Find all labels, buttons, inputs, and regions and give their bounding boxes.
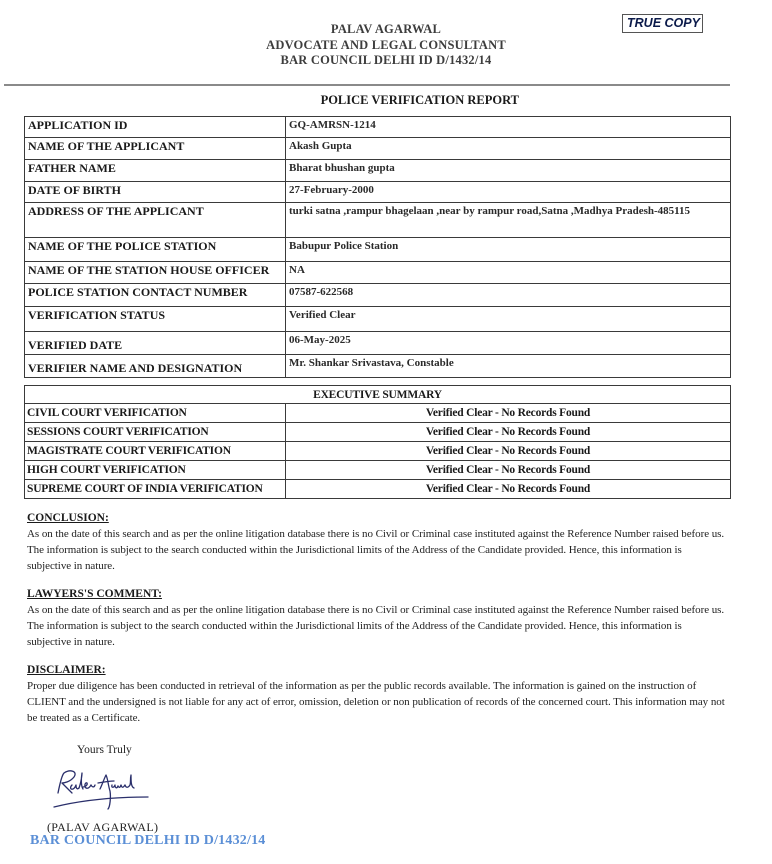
- table-row: [25, 182, 731, 203]
- detail-label: DATE OF BIRTH: [25, 182, 286, 203]
- advocate-designation: ADVOCATE AND LEGAL CONSULTANT: [266, 37, 506, 52]
- detail-label: VERIFIED DATE: [25, 332, 286, 355]
- detail-label: FATHER NAME: [25, 160, 286, 182]
- lawyers-comment-text: As on the date of this search and as per the online litigation database there is no Civil or Criminal case instituted against the Reference Number raised before us. The information is subject to the search conducted within the Jurisdictional limits of the Address of the Candidate provided. Hence, this information is subjective in nature.: [27, 604, 725, 648]
- table-row: [25, 262, 731, 284]
- detail-label: VERIFICATION STATUS: [25, 307, 286, 332]
- disclaimer-text: Proper due diligence has been conducted in retrieval of the information as per the public records available. The information is gained on the instruction of CLIENT and the undersigned is not liable for any act of error, omission, deletion or non publication of records of the concerned court. This information may not be treated as a Certificate.: [27, 680, 725, 724]
- detail-label: ADDRESS OF THE APPLICANT: [25, 203, 286, 238]
- table-row: [25, 461, 731, 480]
- table-row: [25, 117, 731, 138]
- advocate-bar-id: BAR COUNCIL DELHI ID D/1432/14: [280, 53, 492, 67]
- table-row: [25, 203, 731, 238]
- detail-label: NAME OF THE STATION HOUSE OFFICER: [25, 262, 286, 284]
- detail-value: 06-May-2025: [286, 332, 731, 355]
- table-row: [25, 442, 731, 461]
- signatory-name: (PALAV AGARWAL): [47, 820, 159, 834]
- disclaimer-section: [27, 663, 727, 726]
- table-row: [25, 332, 731, 355]
- detail-value: 07587-622568: [286, 284, 731, 307]
- lawyers-comment-section: [27, 587, 727, 650]
- conclusion-heading: CONCLUSION:: [27, 512, 109, 524]
- court-status: Verified Clear - No Records Found: [286, 461, 731, 480]
- detail-value: turki satna ,rampur bhagelaan ,near by rampur road,Satna ,Madhya Pradesh-485115: [286, 203, 731, 238]
- court-status: Verified Clear - No Records Found: [286, 404, 731, 423]
- table-row: [25, 284, 731, 307]
- executive-summary-table: [24, 385, 731, 499]
- conclusion-section: [27, 511, 727, 574]
- signature-icon: [48, 763, 158, 819]
- detail-value: Babupur Police Station: [286, 238, 731, 262]
- disclaimer-heading: DISCLAIMER:: [27, 664, 106, 676]
- court-status: Verified Clear - No Records Found: [286, 423, 731, 442]
- court-label: MAGISTRATE COURT VERIFICATION: [25, 442, 286, 461]
- detail-value: NA: [286, 262, 731, 284]
- detail-value: GQ-AMRSN-1214: [286, 117, 731, 138]
- court-label: SESSIONS COURT VERIFICATION: [25, 423, 286, 442]
- court-label: HIGH COURT VERIFICATION: [25, 461, 286, 480]
- true-copy-stamp: TRUE COPY: [622, 14, 703, 33]
- table-row: [25, 480, 731, 499]
- conclusion-text: As on the date of this search and as per the online litigation database there is no Civil or Criminal case instituted against the Reference Number raised before us. The information is subject to the search conducted within the Jurisdictional limits of the Address of the Candidate provided. Hence, this information is subjective in nature.: [27, 528, 725, 572]
- report-title: [0, 93, 692, 108]
- detail-value: Mr. Shankar Srivastava, Constable: [286, 355, 731, 378]
- detail-label: NAME OF THE POLICE STATION: [25, 238, 286, 262]
- closing-salutation: Yours Truly: [77, 744, 132, 756]
- court-label: CIVIL COURT VERIFICATION: [25, 404, 286, 423]
- table-row: [25, 138, 731, 160]
- executive-summary-title: EXECUTIVE SUMMARY: [25, 386, 731, 404]
- detail-value: Akash Gupta: [286, 138, 731, 160]
- applicant-details-table: [24, 116, 731, 378]
- detail-value: Bharat bhushan gupta: [286, 160, 731, 182]
- header-divider: [4, 84, 730, 86]
- detail-label: NAME OF THE APPLICANT: [25, 138, 286, 160]
- lawyers-comment-heading: LAWYERS'S COMMENT:: [27, 588, 162, 600]
- table-row: [25, 307, 731, 332]
- court-status: Verified Clear - No Records Found: [286, 480, 731, 499]
- table-row: [25, 404, 731, 423]
- detail-value: Verified Clear: [286, 307, 731, 332]
- detail-label: VERIFIER NAME AND DESIGNATION: [25, 355, 286, 378]
- advocate-name: PALAV AGARWAL: [330, 22, 442, 36]
- signatory-bar-id: BAR COUNCIL DELHI ID D/1432/14: [30, 833, 266, 848]
- table-row: [25, 238, 731, 262]
- table-row: [25, 160, 731, 182]
- table-row: [25, 423, 731, 442]
- detail-label: POLICE STATION CONTACT NUMBER: [25, 284, 286, 307]
- detail-value: 27-February-2000: [286, 182, 731, 203]
- court-label: SUPREME COURT OF INDIA VERIFICATION: [25, 480, 286, 499]
- table-row: [25, 355, 731, 378]
- detail-label: APPLICATION ID: [25, 117, 286, 138]
- executive-summary-header: [25, 386, 731, 404]
- report-title-text: POLICE VERIFICATION REPORT: [320, 93, 519, 107]
- court-status: Verified Clear - No Records Found: [286, 442, 731, 461]
